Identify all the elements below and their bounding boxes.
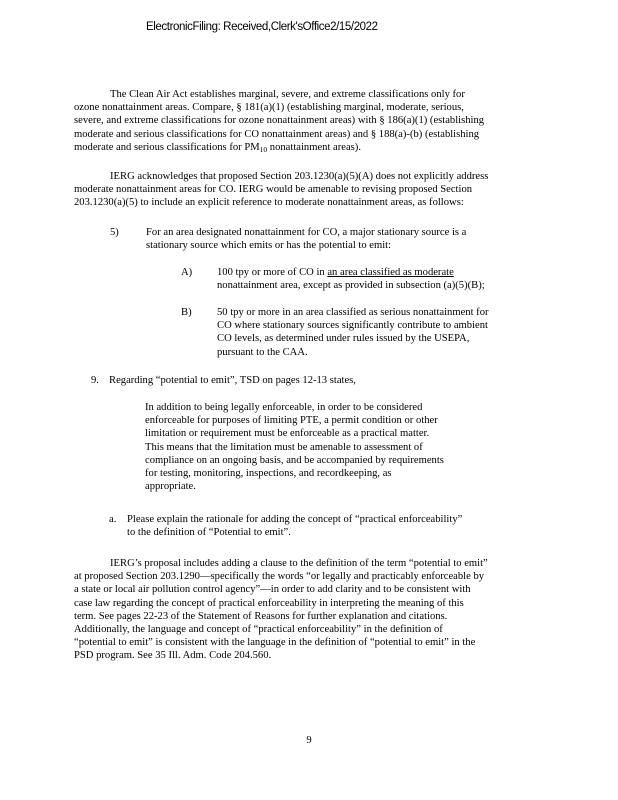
subitem-b-label: B) <box>181 307 192 318</box>
subitem-a-label: A) <box>181 267 193 278</box>
text-line: Additionally, the language and concept of “practical enforceability” in the definition of <box>74 624 443 636</box>
paragraph-classifications <box>74 88 484 154</box>
text-line: stationary source which emits or has the potential to emit: <box>146 240 392 252</box>
text-line: case law regarding the concept of practical enforceability in interpreting the meaning of this <box>74 597 464 609</box>
text-line: at proposed Section 203.1290—specifically the words “or legally and practicably enforceable by <box>74 571 485 583</box>
text-line: In addition to being legally enforceable, in order to be considered <box>145 402 423 413</box>
text-line: nonattainment area, except as provided in subsection (a)(5)(B); <box>217 280 485 292</box>
text-line: compliance on an ongoing basis, and be accompanied by requirements <box>145 454 444 466</box>
text-line: 50 tpy or more in an area classified as serious nonattainment for <box>217 307 489 318</box>
text-line: moderate and serious classifications for $PM_{10}$ nonattainment areas). <box>74 141 361 154</box>
text-line: moderate and serious classifications for CO nonattainment areas) and § 188(a)-(b) (establishing <box>74 128 480 140</box>
text-line: CO levels, as determined under rules issued by the USEPA, <box>217 333 470 345</box>
text-line: severe, and extreme classifications for ozone nonattainment areas) with § 186(a)(1) (establishing <box>74 115 485 127</box>
text-line: ozone nonattainment areas. Compare, § 181(a)(1) (establishing marginal, moderate, serious, <box>74 102 464 114</box>
subitem-b-text <box>217 306 489 359</box>
text-line: term. See pages 22-23 of the Statement of Reasons for further explanation and citations. <box>74 610 448 622</box>
block-quote-tsd <box>145 401 444 493</box>
question-a-label: a. <box>109 514 117 525</box>
text-line: IERG acknowledges that proposed Section 203.1230(a)(5)(A) does not explicitly address <box>110 171 489 182</box>
text-line: pursuant to the CAA. <box>217 346 308 358</box>
text-line: IERG’s proposal includes adding a clause to the definition of the term “potential to emit” <box>110 558 488 569</box>
text-line: limitation or requirement must be enforceable as a practical matter. <box>145 428 430 440</box>
text-line: 100 tpy or more of CO in an area classified as moderate <box>217 267 454 278</box>
underlined-insertion: an area classified as moderate <box>327 267 454 278</box>
paragraph-ierg-acknowledges <box>74 170 488 210</box>
text-line: Please explain the rationale for adding the concept of “practical enforceability” <box>127 514 463 525</box>
subscript-10: 10 <box>259 144 268 154</box>
paragraph-ierg-proposal <box>74 557 488 663</box>
text-line: moderate nonattainment areas for CO. IERG would be amenable to revising proposed Section <box>74 184 473 196</box>
text-line: This means that the limitation must be amenable to assessment of <box>145 441 423 453</box>
text-line: to the definition of “Potential to emit”. <box>127 527 291 539</box>
page-number: 9 <box>306 735 312 746</box>
subitem-a-text <box>217 266 485 292</box>
text-line: enforceable for purposes of limiting PTE, a permit condition or other <box>145 415 438 427</box>
text-line: for testing, monitoring, inspections, and recordkeeping, as <box>145 468 392 480</box>
text-line: “potential to emit” is consistent with the language in the definition of “potential to emit” in the <box>74 637 476 649</box>
question-a-text <box>127 513 462 539</box>
text-line: For an area designated nonattainment for CO, a major stationary source is a <box>146 227 467 238</box>
text-line: The Clean Air Act establishes marginal, severe, and extreme classifications only for <box>110 89 465 100</box>
text-line: CO where stationary sources significantly contribute to ambient <box>217 320 488 332</box>
filing-stamp-header: ElectronicFiling: Received,Clerk'sOffice2/15/2022 <box>146 21 378 33</box>
item-5-number: 5) <box>110 227 119 238</box>
text-line: a state or local air pollution control agency”—in order to add clarity and to be consistent with <box>74 584 471 596</box>
text-line: appropriate. <box>145 481 196 493</box>
text-line: Regarding “potential to emit”, TSD on pages 12-13 states, <box>109 375 356 386</box>
item-5-text <box>146 226 466 252</box>
item-9-text <box>109 374 356 387</box>
text-line: 203.1230(a)(5) to include an explicit reference to moderate nonattainment areas, as follows: <box>74 197 464 209</box>
text-line: PSD program. See 35 Ill. Adm. Code 204.560. <box>74 650 272 662</box>
item-9-number: 9. <box>91 375 99 386</box>
